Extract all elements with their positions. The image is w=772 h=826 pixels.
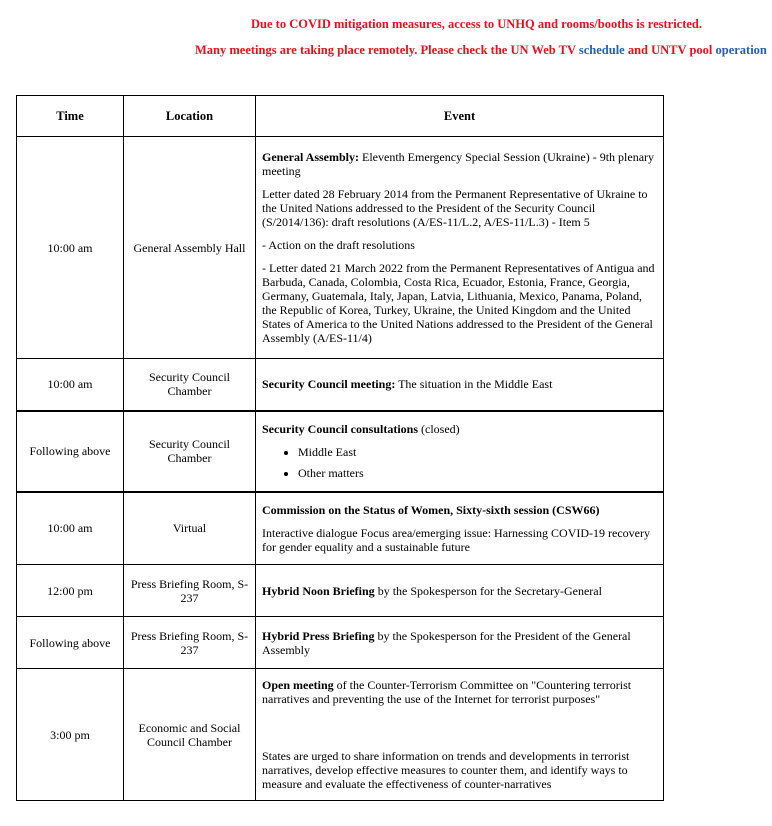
spacer	[262, 715, 657, 749]
notice-line2-mid: and UNTV pool	[624, 43, 716, 57]
event-paragraph: - Letter dated 21 March 2022 from the Permanent Representatives of Antigua and Barbuda, Canada, Colombia, Costa Rica, Ecuador, Estonia, France, Georgia, Germany, Guatemala, Italy, Japan, Latvia, Lithuania, Mexico, Panama, Poland, the Republic of Korea, Turkey, Ukraine, the United Kingdom and the United States of America to the United Nations addressed to the President of the General Assembly (A/ES-11/4)	[262, 261, 655, 345]
row-location: Economic and Social Council Chamber	[124, 669, 256, 801]
event-title-rest: The situation in the Middle East	[395, 377, 553, 392]
row-time: 10:00 am	[17, 137, 124, 359]
row-location: Virtual	[124, 492, 256, 565]
table-row	[17, 669, 664, 801]
event-title-rest: (closed)	[418, 422, 460, 436]
header-location: Location	[124, 96, 256, 137]
covid-notice-line1: Due to COVID mitigation measures, access to UNHQ and rooms/booths is restricted.	[251, 17, 703, 31]
agenda-list	[262, 445, 657, 480]
event-title-rest: Eleventh Emergency Special Session (Ukraine) - 9th plenary meeting	[262, 150, 655, 178]
schedule-table	[16, 95, 664, 801]
row-location: General Assembly Hall	[124, 137, 256, 359]
event-title-rest: by the Spokesperson for the President of the General Assembly	[262, 628, 631, 657]
table-row	[17, 492, 664, 565]
header-time: Time	[17, 96, 124, 137]
row-location: Press Briefing Room, S-237	[124, 617, 256, 669]
row-event	[256, 359, 664, 411]
row-time: 10:00 am	[17, 359, 124, 411]
event-title: Security Council consultations	[262, 422, 419, 436]
row-event	[256, 565, 664, 617]
event-paragraph: - Action on the draft resolutions	[262, 238, 415, 252]
row-event	[256, 411, 664, 492]
table-row	[17, 359, 664, 411]
list-item: • Other matters	[298, 466, 657, 480]
row-event	[256, 137, 664, 359]
row-time: 10:00 am	[17, 492, 124, 565]
table-row	[17, 565, 664, 617]
operation-link[interactable]: operation	[715, 43, 767, 57]
event-title: Security Council meeting:	[262, 377, 396, 392]
row-event	[256, 492, 664, 565]
list-item: • Middle East	[298, 445, 657, 459]
event-title-rest: of the Counter-Terrorism Committee on "Countering terrorist narratives and preventing the use of the Internet for terrorist purposes"	[262, 678, 632, 706]
event-title: Hybrid Noon Briefing	[262, 583, 375, 598]
event-paragraph: Letter dated 28 February 2014 from the Permanent Representative of Ukraine to the United Nations addressed to the President of the Security Council (S/2014/136): draft resolutions (A/ES-11/L.2, A/ES-11/L.3) - Item 5	[262, 187, 648, 229]
row-location: Security Council Chamber	[124, 359, 256, 411]
table-header-row	[17, 96, 664, 137]
event-title-rest: by the Spokesperson for the Secretary-General	[374, 583, 602, 598]
row-event	[256, 669, 664, 801]
row-time: 12:00 pm	[17, 565, 124, 617]
schedule-link[interactable]: schedule	[578, 43, 625, 57]
event-title: Hybrid Press Briefing	[262, 628, 375, 643]
row-event	[256, 617, 664, 669]
row-location: Security Council Chamber	[124, 411, 256, 492]
row-time: 3:00 pm	[17, 669, 124, 801]
event-title: General Assembly:	[262, 150, 359, 164]
row-time: Following above	[17, 411, 124, 492]
covid-notice-line2	[195, 43, 767, 58]
event-paragraph: States are urged to share information on trends and developments in terrorist narratives, develop effective measures to counter them, and identify ways to measure and evaluate the effectiveness of counter-narratives	[262, 749, 630, 791]
header-event: Event	[256, 96, 664, 137]
row-time: Following above	[17, 617, 124, 669]
event-paragraph: Interactive dialogue Focus area/emerging issue: Harnessing COVID-19 recovery for gender equality and a sustainable future	[262, 525, 650, 554]
event-title: Open meeting	[262, 678, 334, 692]
notice-line2-prefix: Many meetings are taking place remotely. Please check the UN Web TV	[195, 43, 579, 57]
table-row	[17, 617, 664, 669]
event-title: Commission on the Status of Women, Sixty-sixth session (CSW66)	[262, 502, 600, 517]
table-row	[17, 411, 664, 492]
row-location: Press Briefing Room, S-237	[124, 565, 256, 617]
table-row	[17, 137, 664, 359]
